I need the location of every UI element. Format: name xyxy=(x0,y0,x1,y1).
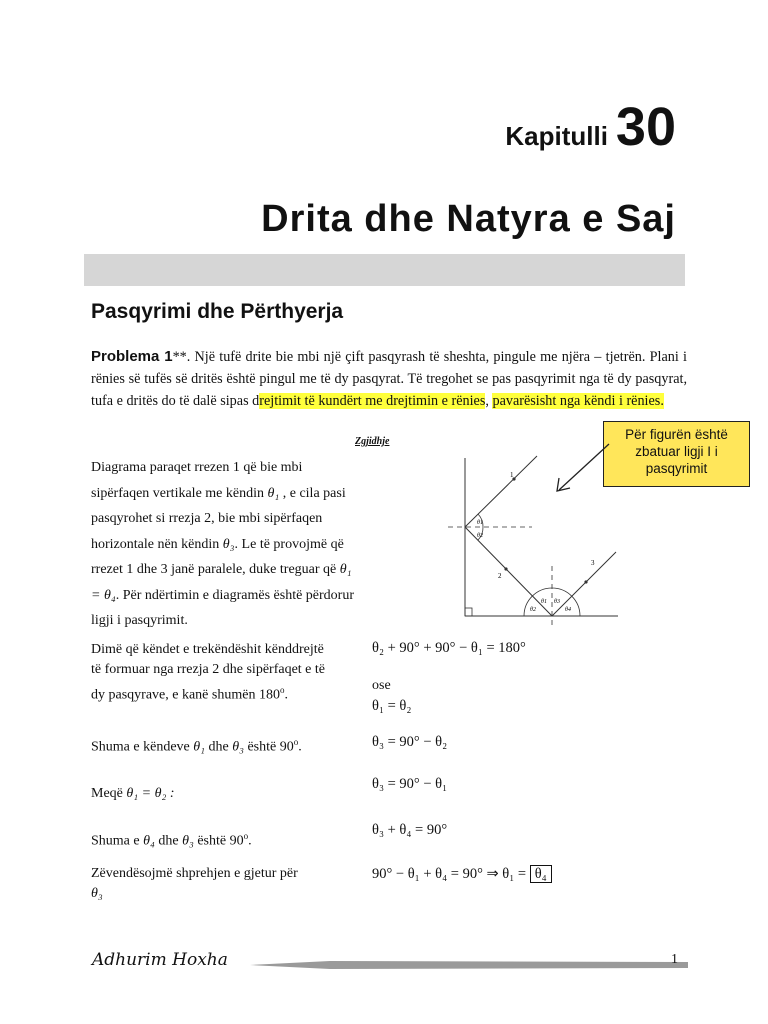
highlight-direction: rejtimit të kundërt me drejtimin e rënies xyxy=(259,393,486,409)
diagram-description xyxy=(91,455,363,634)
label-theta1-lower: θ1 xyxy=(541,599,547,605)
row5-equation-body: 90° − θ₁ + θ₄ = 90° ⇒ θ₁ = xyxy=(372,866,527,882)
label-ray-2: 2 xyxy=(498,572,502,580)
ray-2 xyxy=(465,527,552,616)
label-theta4: θ4 xyxy=(565,607,571,613)
theta1-equals-theta4: θ₁ = θ₄ xyxy=(91,562,352,603)
row5-boxed-result: θ₄ xyxy=(530,865,552,883)
para-part-c: . Le të provojmë që rrezet 1 dhe 3 janë paralele, duke treguar që xyxy=(91,536,344,577)
problem-statement xyxy=(91,346,687,412)
right-angle-mark xyxy=(465,608,472,616)
ray-2-arrow xyxy=(504,567,507,570)
theta3-symbol: θ₃ xyxy=(222,536,235,552)
page-title: Drita dhe Natyra e Saj xyxy=(261,198,676,240)
theta1-symbol: θ₁ xyxy=(267,485,280,501)
ray-3 xyxy=(552,552,616,616)
problem-text: . Një tufë drite bie mbi një çift pasqyrash të sheshta, pingule me njëra – tjetrën. Plani i rënies së tufës së dritës është pingul me të dy pasqyrat. Të tregohet se pas pasqyrimit nga të dy pasqyrat, tufa e dritës do të dalë sipas d xyxy=(91,349,687,409)
row5-theta3: θ₃ xyxy=(91,886,103,901)
row2-degree: o xyxy=(293,737,299,747)
row3-symbol: θ₁ = θ₂ : xyxy=(126,786,175,801)
row3-a: Meqë xyxy=(91,786,123,801)
row2-a: Shuma e këndeve xyxy=(91,739,190,755)
problem-comma: , xyxy=(485,393,493,409)
row2-c: është 90 xyxy=(247,739,294,755)
chapter-number: 30 xyxy=(615,97,676,157)
row2-b: dhe xyxy=(208,739,229,755)
problem-stars: ** xyxy=(172,349,187,365)
label-theta3: θ3 xyxy=(554,599,560,605)
chapter-heading xyxy=(505,97,676,157)
row2-text xyxy=(91,732,302,758)
label-theta1: θ1 xyxy=(477,520,483,526)
row5-text xyxy=(91,864,341,904)
callout-note: Për figurën është zbatuar ligji I i pasqyrimit xyxy=(603,421,750,487)
label-theta2-lower: θ2 xyxy=(530,607,536,613)
row2-theta3: θ₃ xyxy=(232,739,244,755)
page-number: 1 xyxy=(671,952,678,967)
row4-c: është 90 xyxy=(197,833,244,849)
author-signature: Adhurim Hoxha xyxy=(92,950,228,970)
label-ray-1: 1 xyxy=(510,471,514,479)
problem-label: Problema 1 xyxy=(91,348,173,365)
row5-equation xyxy=(372,866,552,883)
label-theta2: θ2 xyxy=(477,533,483,539)
row4-text xyxy=(91,826,252,852)
row4-a: Shuma e xyxy=(91,833,140,849)
row3-text xyxy=(91,784,175,804)
section-heading: Pasqyrimi dhe Përthyerja xyxy=(91,300,344,323)
row4-theta4: θ₄ xyxy=(143,833,155,849)
highlight-independent: pavarësisht nga këndi i rënies. xyxy=(492,393,664,409)
row1-equation: θ₂ + 90° + 90° − θ₁ = 180° xyxy=(372,640,526,656)
para-part-b: , e cila pasi pasqyrohet si rrezja 2, bie mbi sipërfaqen horizontale nën këndin xyxy=(91,485,346,552)
row1-ose: ose xyxy=(372,678,391,693)
chapter-word: Kapitulli xyxy=(505,121,608,151)
label-ray-3: 3 xyxy=(591,559,595,567)
row4-degree: o xyxy=(243,831,249,841)
callout-arrow xyxy=(545,440,615,498)
ray-1 xyxy=(465,456,537,527)
row4-b: dhe xyxy=(158,833,179,849)
footer-rule xyxy=(250,960,688,970)
row1-text-body: Dimë që këndet e trekëndëshit kënddrejtë të formuar nga rrezja 2 dhe sipërfaqet e të dy pasqyrave, e kanë shumën 180 xyxy=(91,642,325,703)
row2-theta1: θ₁ xyxy=(193,739,205,755)
para-part-d: . Për ndërtimin e diagramës është përdorur ligji i pasqyrimit. xyxy=(91,587,355,628)
row1-degree: o xyxy=(279,685,285,695)
row1-text xyxy=(91,640,336,706)
row2-equation: θ₃ = 90° − θ₂ xyxy=(372,734,448,750)
row1-dot: . xyxy=(284,687,288,703)
row1-equation-2: θ₁ = θ₂ xyxy=(372,698,412,714)
row4-dot: . xyxy=(248,833,252,849)
row2-dot: . xyxy=(298,739,302,755)
row4-theta3: θ₃ xyxy=(182,833,194,849)
row4-equation: θ₃ + θ₄ = 90° xyxy=(372,822,448,838)
solution-label: Zgjidhje xyxy=(355,436,390,447)
row3-equation: θ₃ = 90° − θ₁ xyxy=(372,776,448,792)
title-band xyxy=(84,254,685,286)
para-part-a: Diagrama paraqet rrezen 1 që bie mbi sipërfaqen vertikale me këndin xyxy=(91,460,303,501)
row5-a: Zëvendësojmë shprehjen e gjetur për xyxy=(91,866,298,881)
ray-3-arrow xyxy=(584,580,587,583)
